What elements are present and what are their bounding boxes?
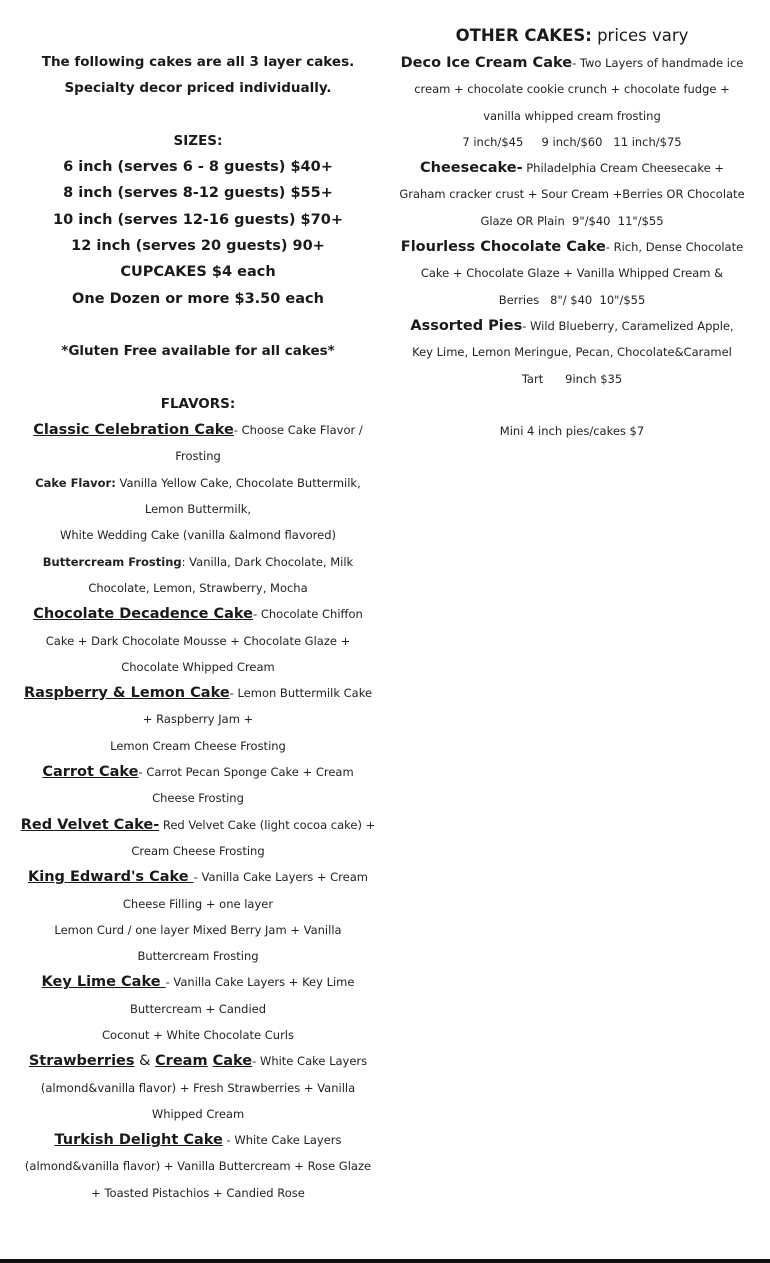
raspberry-lemon-name: Raspberry & Lemon Cake bbox=[23, 685, 230, 702]
strawberries-cream-amp: & bbox=[134, 1053, 156, 1070]
red-velvet-item bbox=[20, 812, 376, 838]
size-10-inch: 10 inch (serves 12-16 guests) $70+ bbox=[53, 211, 343, 228]
raspberry-lemon-item bbox=[20, 680, 376, 706]
deco-ice-cream-name: Deco Ice Cream Cake bbox=[400, 55, 573, 71]
other-cakes-label: OTHER CAKES: bbox=[455, 26, 592, 45]
flourless-chocolate-desc-2: Cake + Chocolate Glaze + Vanilla Whipped Cream & bbox=[420, 266, 724, 281]
cake-flavor-text-3: White Wedding Cake (vanilla &almond flavored) bbox=[59, 528, 337, 543]
red-velvet-desc-2: Cream Cheese Frosting bbox=[131, 843, 265, 858]
turkish-delight-desc: - White Cake Layers bbox=[222, 1133, 342, 1148]
buttercream-text-2: Chocolate, Lemon, Strawberry, Mocha bbox=[88, 580, 308, 595]
strawberries-cream-name-b: Cream bbox=[155, 1053, 208, 1070]
classic-celebration-desc: - Choose Cake Flavor / bbox=[233, 423, 363, 438]
classic-celebration-desc-2: Frosting bbox=[175, 449, 221, 464]
size-6-inch: 6 inch (serves 6 - 8 guests) $40+ bbox=[63, 159, 333, 176]
cheesecake-desc: Philadelphia Cream Cheesecake + bbox=[522, 161, 724, 176]
sizes-heading: SIZES: bbox=[173, 132, 223, 149]
flavors-heading: FLAVORS: bbox=[160, 395, 236, 412]
king-edward-name: King Edward's Cake bbox=[28, 869, 194, 886]
flourless-chocolate-name: Flourless Chocolate Cake bbox=[400, 239, 606, 256]
king-edward-desc: - Vanilla Cake Layers + Cream bbox=[193, 870, 368, 885]
strawberries-cream-desc-3: Whipped Cream bbox=[151, 1106, 245, 1121]
cake-flavor-text: Vanilla Yellow Cake, Chocolate Buttermilk, bbox=[115, 475, 361, 490]
deco-ice-cream-desc-3: vanilla whipped cream frosting bbox=[483, 108, 661, 123]
key-lime-name: Key Lime Cake bbox=[41, 974, 166, 991]
turkish-delight-desc-2: (almond&vanilla flavor) + Vanilla Buttercream + Rose Glaze bbox=[24, 1159, 372, 1174]
buttercream-line bbox=[20, 549, 376, 575]
key-lime-desc-3: Coconut + White Chocolate Curls bbox=[102, 1027, 294, 1042]
assorted-pies-desc: - Wild Blueberry, Caramelized Apple, bbox=[522, 318, 734, 333]
deco-ice-cream-item bbox=[396, 50, 748, 76]
cheesecake-item bbox=[396, 155, 748, 181]
key-lime-desc-2: Buttercream + Candied bbox=[129, 1001, 267, 1016]
strawberries-cream-name-a: Strawberries bbox=[28, 1053, 135, 1070]
turkish-delight-item bbox=[20, 1127, 376, 1153]
cake-flavor-text-2: Lemon Buttermilk, bbox=[144, 502, 252, 517]
cheesecake-desc-2: Graham cracker crust + Sour Cream +Berries OR Chocolate bbox=[399, 187, 745, 202]
buttercream-text: : Vanilla, Dark Chocolate, Milk bbox=[181, 554, 354, 569]
red-velvet-desc: Red Velvet Cake (light cocoa cake) + bbox=[159, 817, 376, 832]
raspberry-lemon-desc-2: + Raspberry Jam + bbox=[142, 712, 254, 727]
cheesecake-desc-3: Glaze OR Plain 9"/$40 11"/$55 bbox=[480, 213, 664, 228]
left-column bbox=[20, 49, 376, 1206]
bottom-divider bbox=[0, 1259, 770, 1263]
chocolate-decadence-desc: - Chocolate Chiffon bbox=[253, 607, 363, 622]
turkish-delight-desc-3: + Toasted Pistachios + Candied Rose bbox=[91, 1185, 305, 1200]
chocolate-decadence-desc-3: Chocolate Whipped Cream bbox=[121, 659, 275, 674]
strawberries-cream-desc: - White Cake Layers bbox=[252, 1054, 368, 1069]
classic-celebration-item bbox=[20, 417, 376, 443]
flourless-chocolate-item bbox=[396, 234, 748, 260]
cupcakes-price: CUPCAKES $4 each bbox=[120, 264, 276, 281]
assorted-pies-item bbox=[396, 313, 748, 339]
carrot-cake-desc-2: Cheese Frosting bbox=[152, 791, 244, 806]
assorted-pies-desc-3: Tart 9inch $35 bbox=[521, 371, 623, 386]
strawberries-cream-desc-2: (almond&vanilla flavor) + Fresh Strawberries + Vanilla bbox=[40, 1080, 356, 1095]
deco-ice-cream-prices: 7 inch/$45 9 inch/$60 11 inch/$75 bbox=[462, 134, 682, 149]
chocolate-decadence-item bbox=[20, 601, 376, 627]
assorted-pies-name: Assorted Pies bbox=[410, 317, 523, 334]
chocolate-decadence-desc-2: Cake + Dark Chocolate Mousse + Chocolate Glaze + bbox=[45, 633, 351, 648]
classic-celebration-name: Classic Celebration Cake bbox=[33, 422, 234, 439]
king-edward-desc-2: Cheese Filling + one layer bbox=[122, 896, 274, 911]
carrot-cake-item bbox=[20, 759, 376, 785]
intro-line-2: Specialty decor priced individually. bbox=[64, 80, 332, 97]
gluten-free-note: *Gluten Free available for all cakes* bbox=[61, 343, 335, 360]
flourless-chocolate-desc-3: Berries 8"/ $40 10"/$55 bbox=[498, 292, 646, 307]
size-8-inch: 8 inch (serves 8-12 guests) $55+ bbox=[63, 185, 333, 202]
intro-line-1: The following cakes are all 3 layer cakes. bbox=[41, 54, 355, 70]
key-lime-item bbox=[20, 969, 376, 995]
raspberry-lemon-desc: - Lemon Buttermilk Cake bbox=[229, 686, 373, 701]
king-edward-desc-3: Lemon Curd / one layer Mixed Berry Jam + Vanilla bbox=[54, 922, 342, 937]
assorted-pies-desc-2: Key Lime, Lemon Meringue, Pecan, Chocolate&Caramel bbox=[412, 345, 732, 360]
king-edward-item bbox=[20, 864, 376, 890]
buttercream-label: Buttercream Frosting bbox=[42, 554, 182, 569]
right-column bbox=[396, 22, 748, 444]
king-edward-desc-4: Buttercream Frosting bbox=[137, 949, 259, 964]
deco-ice-cream-desc: - Two Layers of handmade ice bbox=[572, 56, 744, 70]
strawberries-cream-name-c: Cake bbox=[212, 1053, 253, 1070]
carrot-cake-desc: - Carrot Pecan Sponge Cake + Cream bbox=[138, 765, 354, 780]
cheesecake-name: Cheesecake- bbox=[420, 160, 523, 177]
flourless-chocolate-desc: - Rich, Dense Chocolate bbox=[605, 240, 744, 255]
cake-flavor-line bbox=[20, 470, 376, 496]
dozen-price: One Dozen or more $3.50 each bbox=[72, 290, 324, 307]
chocolate-decadence-name: Chocolate Decadence Cake bbox=[33, 606, 254, 623]
raspberry-lemon-desc-3: Lemon Cream Cheese Frosting bbox=[110, 738, 286, 753]
red-velvet-name: Red Velvet Cake- bbox=[20, 816, 160, 833]
prices-vary-text: prices vary bbox=[591, 26, 689, 45]
other-cakes-heading bbox=[396, 22, 748, 50]
size-12-inch: 12 inch (serves 20 guests) 90+ bbox=[71, 238, 325, 255]
key-lime-desc: - Vanilla Cake Layers + Key Lime bbox=[165, 975, 355, 990]
turkish-delight-name: Turkish Delight Cake bbox=[54, 1132, 223, 1149]
deco-ice-cream-desc-2: cream + chocolate cookie crunch + chocolate fudge + bbox=[414, 82, 730, 97]
carrot-cake-name: Carrot Cake bbox=[42, 764, 139, 781]
strawberries-cream-item bbox=[20, 1048, 376, 1074]
mini-pies-cakes: Mini 4 inch pies/cakes $7 bbox=[499, 424, 645, 439]
cake-flavor-label: Cake Flavor: bbox=[35, 475, 116, 490]
